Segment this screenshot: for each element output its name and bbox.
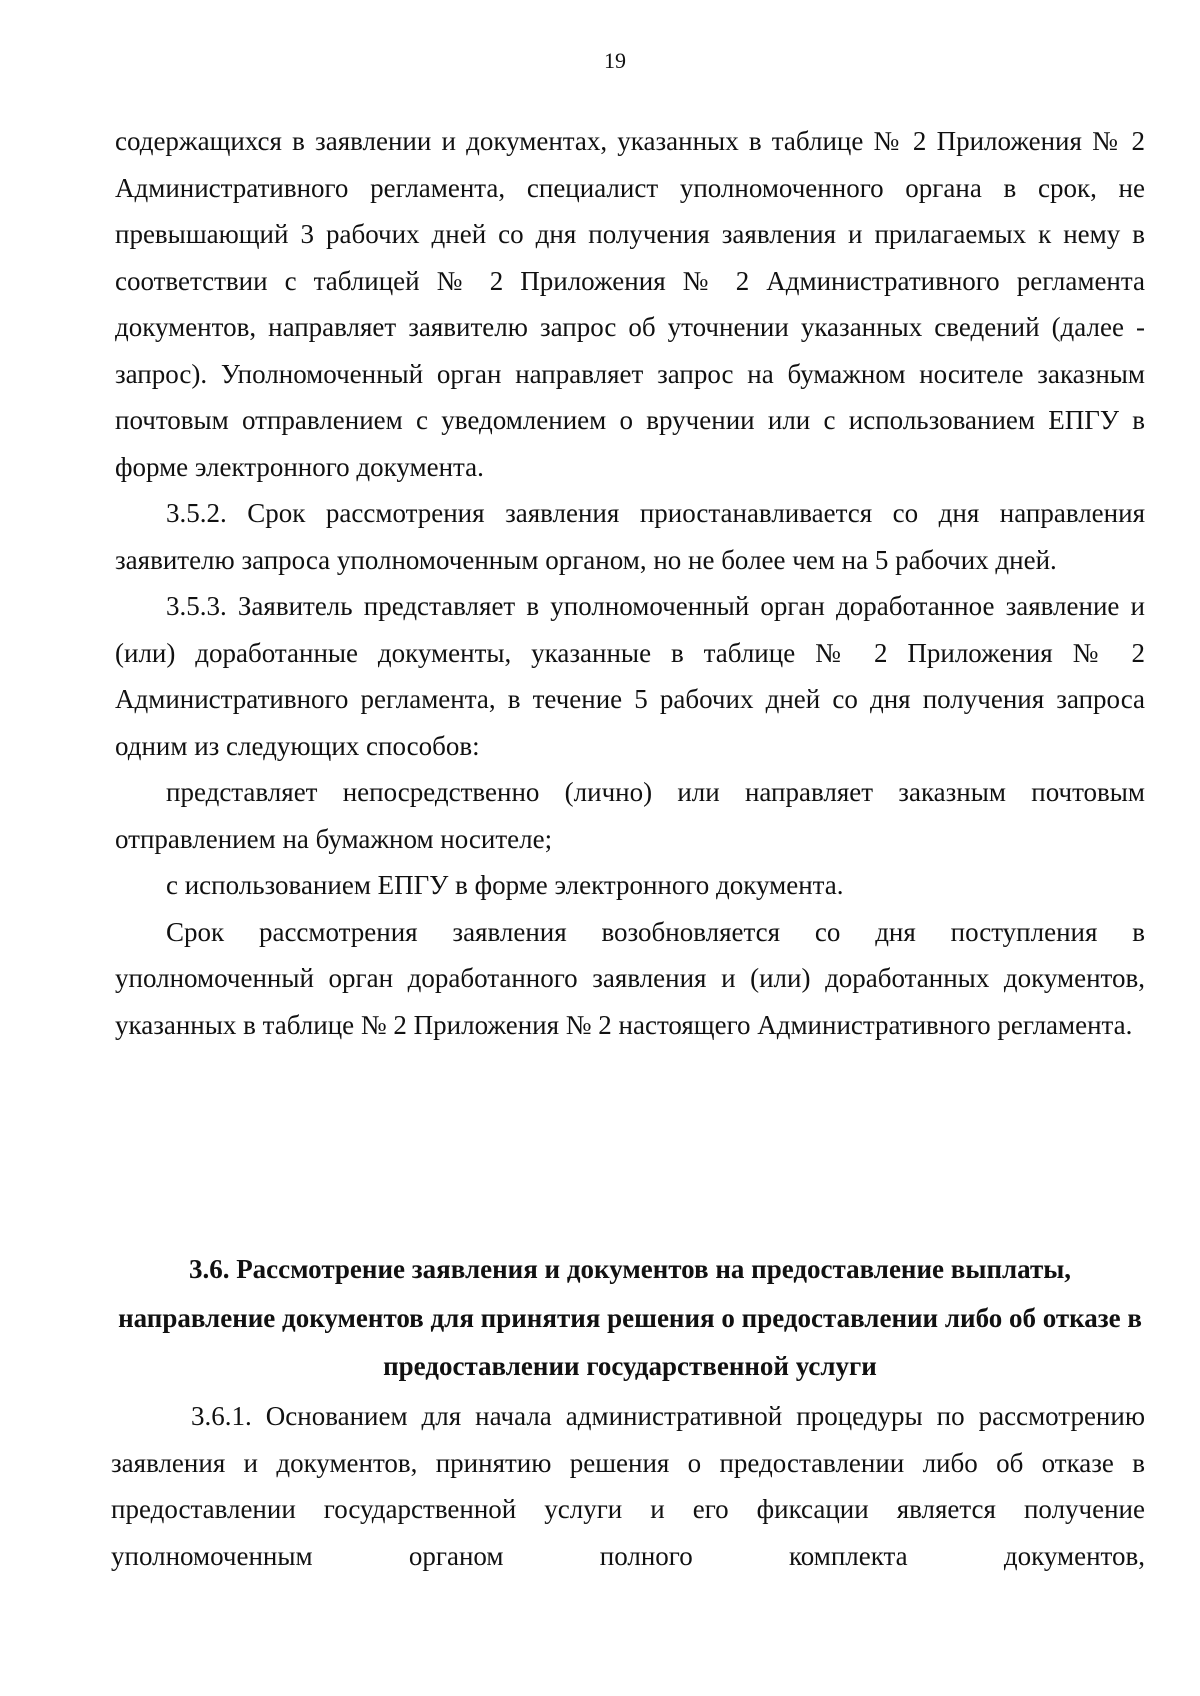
paragraph-3-5-3: 3.5.3. Заявитель представляет в уполномоченный орган доработанное заявление и (или) доработанные документы, указанные в таблице № 2 Приложения № 2 Административного регламента, в течение 5 рабочих дней со дня получения запроса одним из следующих способов:: [115, 591, 1145, 761]
page-number: 19: [604, 48, 626, 73]
body-text-bottom: [111, 1393, 1145, 1579]
paragraph-review-resumption: Срок рассмотрения заявления возобновляется со дня поступления в уполномоченный орган доработанного заявления и (или) доработанных документов, указанных в таблице № 2 Приложения № 2 настоящего Административного регламента.: [115, 916, 1145, 1040]
paragraph-3-5-2: 3.5.2. Срок рассмотрения заявления приостанавливается со дня направления заявителю запроса уполномоченным органом, но не более чем на 5 рабочих дней.: [115, 498, 1145, 575]
paragraph-method-in-person: представляет непосредственно (лично) или направляет заказным почтовым отправлением на бумажном носителе;: [115, 777, 1145, 854]
paragraph-continuation: содержащихся в заявлении и документах, указанных в таблице № 2 Приложения № 2 Административного регламента, специалист уполномоченного органа в срок, не превышающий 3 рабочих дней со дня получения заявления и прилагаемых к нему в соответствии с таблицей № 2 Приложения № 2 Административного регламента документов, направляет заявителю запрос об уточнении указанных сведений (далее - запрос). Уполномоченный орган направляет запрос на бумажном носителе заказным почтовым отправлением с уведомлением о вручении или с использованием ЕПГУ в форме электронного документа.: [115, 126, 1145, 482]
paragraph-method-epgu: с использованием ЕПГУ в форме электронного документа.: [166, 870, 844, 900]
paragraph-3-6-1: 3.6.1. Основанием для начала административной процедуры по рассмотрению заявления и документов, принятию решения о предоставлении либо об отказе в предоставлении государственной услуги и его фиксации является получение уполномоченным органом полного комплекта документов,: [111, 1401, 1145, 1571]
body-text-top: [115, 118, 1145, 1048]
section-heading-3-6: 3.6. Рассмотрение заявления и документов на предоставление выплаты, направление документов для принятия решения о предоставлении либо об отказе в предоставлении государственной услуги: [118, 1254, 1142, 1381]
